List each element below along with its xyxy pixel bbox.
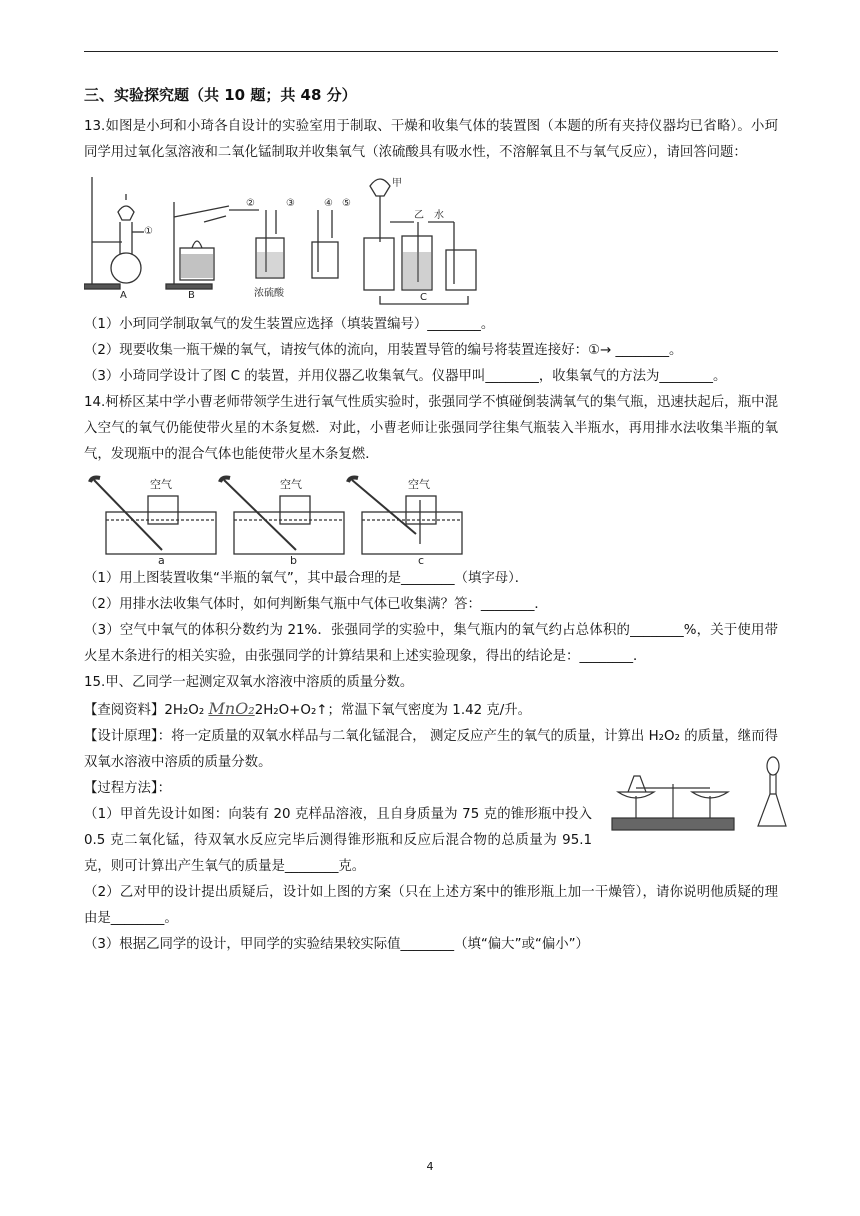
apparatus-diagram <box>84 172 484 308</box>
label-a: a <box>158 554 165 566</box>
q15-info-suffix: 2H₂O+O₂↑；常温下氧气密度为 1.42 克/升。 <box>254 703 532 718</box>
label-air-c: 空气 <box>408 478 430 491</box>
gas-collection-diagram <box>84 474 464 566</box>
q15-sub1: （1）甲首先设计如图：向装有 20 克样品溶液，且自身质量为 75 克的锥形瓶中投入 0.5 克二氧化锰，待双氧水反应完毕后测得锥形瓶和反应后混合物的总质量为 95.1 克，则可计算出产生氧气的质量是________克。 <box>84 807 592 874</box>
q15-sub2: （2）乙对甲的设计提出质疑后，设计如上图的方案（只在上述方案中的锥形瓶上加一干燥管），请你说明他质疑的理由是________。 <box>84 885 778 926</box>
q15-method: 【过程方法】： <box>84 781 172 796</box>
balance-apparatus-diagram <box>606 754 792 834</box>
label-C: C <box>420 292 427 303</box>
q13-stem: 13.如图是小珂和小琦各自设计的实验室用于制取、干燥和收集气体的装置图（本题的所有夹持仪器均已省略）。小珂同学用过氧化氢溶液和二氧化锰制取并收集氧气（浓硫酸具有吸水性，不溶解氧且不与氧气反应），请回答问题： <box>84 119 778 160</box>
label-4: ④ <box>324 198 333 209</box>
q14-sub1: （1）用上图装置收集“半瓶的氧气”，其中最合理的是________（填字母）． <box>84 571 529 586</box>
label-conc-sulfuric: 浓硫酸 <box>254 288 284 299</box>
q14-sub2: （2）用排水法收集气体时，如何判断集气瓶中气体已收集满？答：________． <box>84 597 548 612</box>
q15-sub3: （3）根据乙同学的设计，甲同学的实验结果较实际值________（填“偏大”或“偏小”） <box>84 937 589 952</box>
label-jia: 甲 <box>392 178 402 189</box>
q15-principle: 【设计原理】：将一定质量的双氧水样品与二氧化锰混合， 测定反应产生的氧气的质量，计算出 H₂O₂ 的质量，继而得双氧水溶液中溶质的质量分数。 <box>84 729 778 770</box>
q13-sub2: （2）现要收集一瓶干燥的氧气，请按气体的流向，用装置导管的编号将装置连接好：①→ ________。 <box>84 343 683 358</box>
label-air-b: 空气 <box>280 478 302 491</box>
q14-gas-collection-figure <box>84 474 778 566</box>
q13-sub1: （1）小珂同学制取氧气的发生装置应选择（填装置编号）________。 <box>84 317 495 332</box>
label-yi: 乙 <box>414 210 424 221</box>
page-number: 4 <box>426 1160 434 1173</box>
document-page <box>84 80 778 958</box>
label-3: ③ <box>286 198 295 209</box>
q13-apparatus-figure <box>84 172 778 308</box>
q15-info <box>84 696 778 724</box>
label-5: ⑤ <box>342 198 351 209</box>
label-water: 水 <box>434 210 444 221</box>
label-B: B <box>188 290 195 301</box>
label-c: c <box>418 554 425 566</box>
label-2: ② <box>246 198 255 209</box>
label-1: ① <box>144 226 153 237</box>
q15-info-prefix: 【查阅资料】2H₂O₂ <box>84 703 209 718</box>
q14-sub3: （3）空气中氧气的体积分数约为 21%．张强同学的实验中，集气瓶内的氧气约占总体积的________%，关于使用带火星木条进行的相关实验，由张强同学的计算结果和上述实验现象，得出的结论是：________． <box>84 623 778 664</box>
catalyst-mno2: MnO₂ <box>208 699 255 718</box>
q13-sub3: （3）小琦同学设计了图 C 的装置，并用仪器乙收集氧气。仪器甲叫________，收集氧气的方法为________。 <box>84 369 727 384</box>
label-A: A <box>120 290 127 301</box>
label-air-a: 空气 <box>150 478 172 491</box>
q15-method-block <box>84 776 778 880</box>
section-title: 三、实验探究题（共 10 题；共 48 分） <box>84 86 357 104</box>
label-b: b <box>290 554 297 566</box>
header-rule <box>84 51 778 52</box>
q14-stem: 14.柯桥区某中学小曹老师带领学生进行氧气性质实验时，张强同学不慎碰倒装满氧气的集气瓶，迅速扶起后，瓶中混入空气的氧气仍能使带火星的木条复燃．对此，小曹老师让张强同学往集气瓶装入半瓶水，再用排水法收集半瓶的氧气，发现瓶中的混合气体也能使带火星木条复燃． <box>84 395 778 462</box>
q15-stem: 15.甲、乙同学一起测定双氧水溶液中溶质的质量分数。 <box>84 675 414 690</box>
